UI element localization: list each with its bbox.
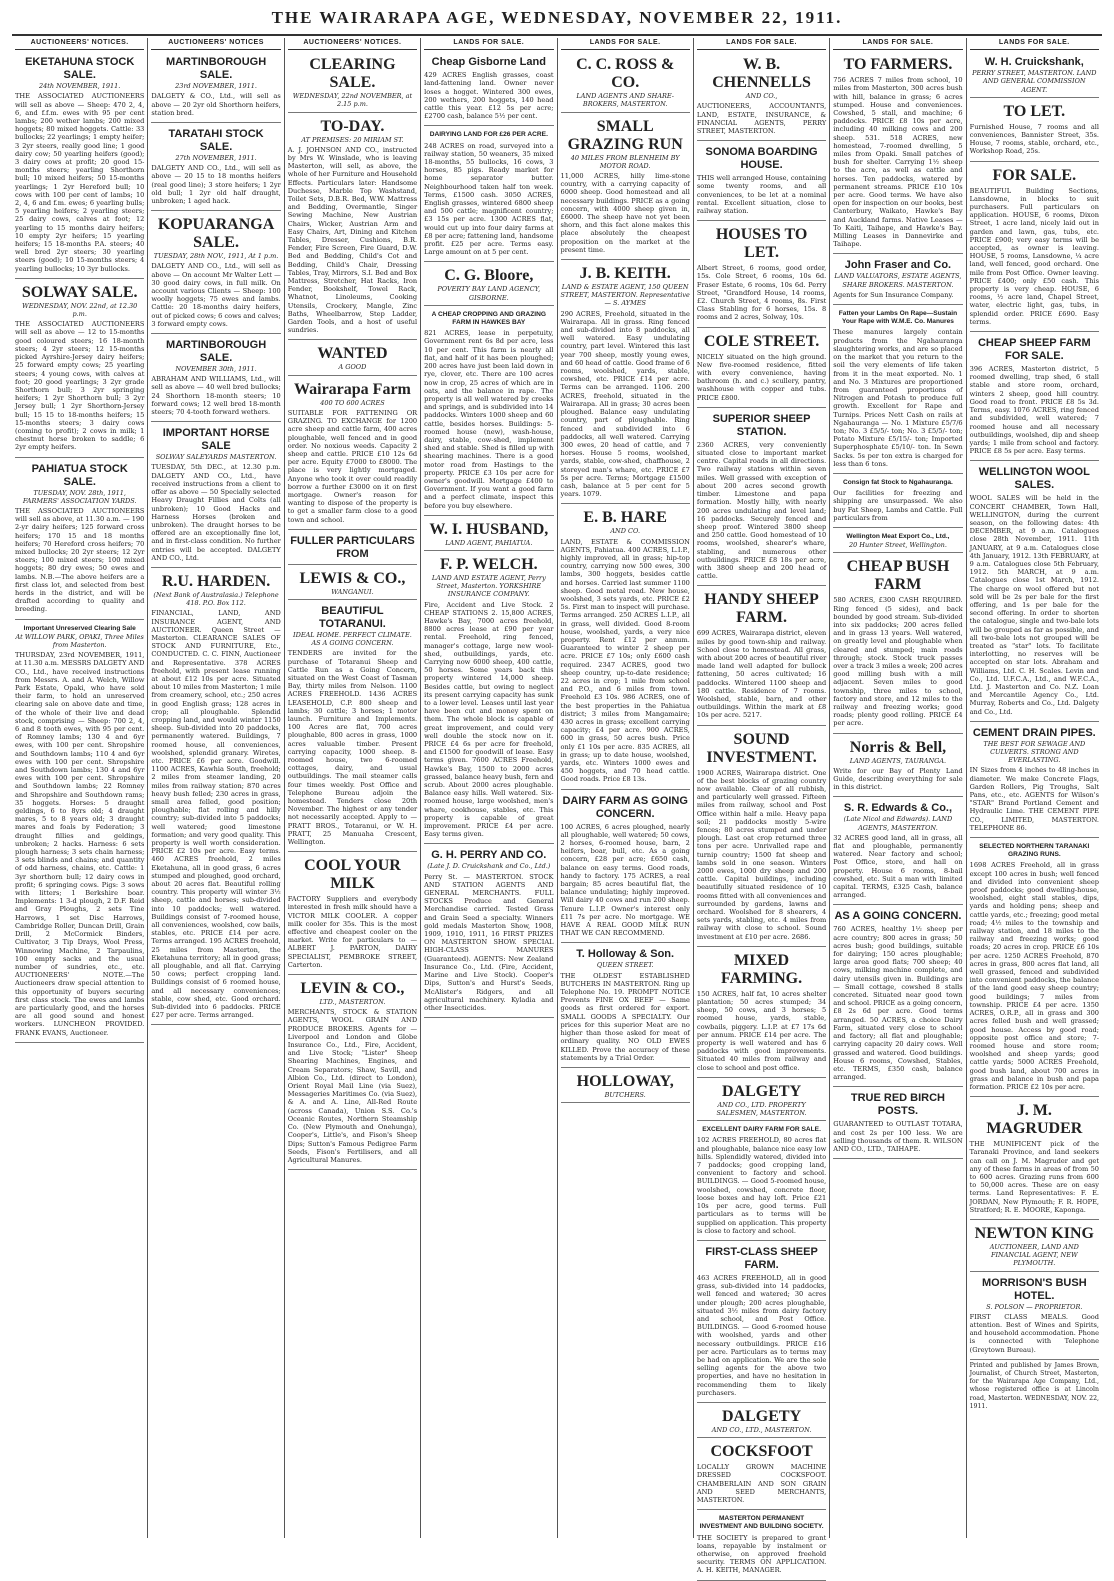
ad-headline: PAHIATUA STOCK SALE. <box>31 462 128 488</box>
advertisement <box>288 854 417 975</box>
ad-body: Our facilities for freezing and shipping are unsurpassed. We also buy Fat Sheep, Lambs and Cattle. Full particulars from <box>833 489 963 522</box>
advertisement <box>697 949 826 1078</box>
advertisement <box>697 223 826 327</box>
ad-headline: W. H. Cruickshank, <box>984 56 1084 69</box>
ad-subheading: WEDNESDAY, NOV. 22nd, at 12.30 p.m. <box>22 301 138 319</box>
ad-subheading: AND CO., LTD. PROPERTY SALESMEN, MASTERTON. <box>716 1100 807 1118</box>
advertisement <box>697 330 826 408</box>
ad-body: 756 ACRES 7 miles from school, 10 miles from Masterton, 300 acres bush with hill, balance in grass; 6 acres stumped. House and conveniences. Cowshed, 5 stall, and machine; 6 paddocks. PRICE £8 10s per acre, including 40 milking cows and 200 sheep. 531. 518 ACRES, new homestead, 7-roomed dwelling, 5 miles from Opaki. Small patches of bush for shelter. Carrying 1½ sheep to the acre, as well as cattle and horses. Ten paddocks, watered by permanent streams. PRICE £10 10s per acre. Good terms. We have also open for inspection on our books, best Canterbury, Waikato, Hawke's Bay and Auckland farms. Native Leases — To Kaiti, Taihape, and Hawke's Bay. Milling Leases in Dannevirke and Taihape. <box>833 76 963 249</box>
ad-headline: F. P. WELCH. <box>439 555 538 573</box>
ad-headline: FULLER PARTICULARS FROM <box>290 534 415 560</box>
ad-headline: Cheap Gisborne Land <box>431 56 546 69</box>
ad-headline: LEVIN & CO., <box>300 980 405 998</box>
ad-headline: MIXED FARMING. <box>721 951 803 987</box>
advertisement <box>561 1070 690 1103</box>
ad-headline: Norris & Bell, <box>849 738 947 756</box>
ad-headline: FOR SALE. <box>992 166 1077 184</box>
column-heading: LANDS FOR SALE. <box>697 38 826 50</box>
column-heading: LANDS FOR SALE. <box>833 38 962 50</box>
ad-body: THE OLDEST ESTABLISHED BUTCHERS IN MASTERTON. Ring up Telephone No. 19. PROMPT NOTICE Prevents FINE OX BEEF — Same goods as first ordered for export. SMALL GOODS A SPECIALTY. Our prices for this superior Meat are no higher than those asked for meat of ordinary quality. NO OLD EWES KILLED. Prove the accuracy of these statements by a Trial Order. <box>560 971 690 1062</box>
column-heading: LANDS FOR SALE. <box>970 38 1099 50</box>
advertisement <box>561 262 690 504</box>
ad-headline: COOL YOUR MILK <box>304 857 401 893</box>
ad-subheading: AND CO. <box>610 527 641 536</box>
advertisement <box>697 1512 826 1580</box>
advertisement <box>833 476 962 528</box>
ad-headline: John Fraser and Co. <box>844 259 952 272</box>
ad-body: FINANCIAL, LAND, AND INSURANCE AGENT, AND AUCTIONEER. Queen Street — Masterton. CLEARANCE SALES OF STOCK AND FURNITURE, Etc., CONDUCTED. C. C. FINN, Auctioneer and Representative. 378 ACRES freehold, with present lease running at about £12 10s per acre. Situated about 10 miles from Masterton; 1 mile from creamery, school, etc.; 250 acres in good English grass; 128 acres in crop; all ploughable. Splendid cropping land, and would winter 1150 sheep. Sub-divided into 20 paddocks, permanently watered. Buildings, 7 roomed house, all conveniences, woolshed, splendid granary. Wiretes, etc. PRICE £6 per acre. Goodwill. 1100 ACRES, Kawhia South, freehold; 2 miles from steamer landing, 20 miles from railway station; 870 acres heavy bush felled; 230 acres in grass, small area felled, good position; ploughable; flat rolling and hilly country; sub-divided into 5 paddocks; well watered; good limestone formation; and very good quality. This property is well worth consideration. PRICE £2 10s per acre. Easy terms. 460 ACRES freehold, 2 miles Eketahuna, all in good grass, 6 acres stumped and ploughed, good orchard, about 20 acres flat. Beautiful rolling country. This property will winter 3½ sheep, cattle and horses; sub-divided into 10 paddocks; well watered. Buildings consist of 7-roomed house, all conveniences, woolshed, cow bails, stables, etc. PRICE £14 per acre. Terms arranged. 195 ACRES freehold, 25 miles from Masterton, the Eketahuna territory; all in good grass; all ploughable, and all flat. Carrying 50 cows; perfect cropping land. Buildings consist of 6 roomed house, and all necessary conveniences; stable, cow shed, etc. Good orchard. Sub-divided into 6 paddocks. PRICE £27 per acre. Terms arranged. <box>151 609 281 1020</box>
advertisement <box>151 336 280 422</box>
advertisement <box>151 213 280 334</box>
advertisement <box>833 256 962 305</box>
advertisement <box>697 588 826 725</box>
ad-body: 1900 ACRES, Wairarapa district. One of the best blocks of grazing country now available. Clear of all rubbish, and particularly well grassed. Fifteen miles from railway, school and Post Office within half a mile. Heavy papa soil; 21 paddocks mostly 5-wire fences; 80 acres stumped and under plough. Last oat crop returned three tons per acre. Unrivalled rape and turnip country; 1500 fat sheep and lambs sold in one season. Winters 2000 ewes, 1000 dry sheep and 200 cattle. Capital buildings, including beautifully situated residence of 10 rooms fitted with all conveniences and surrounded by gardens, lawns and orchard. Woolshed for 8 shearers, 4 sets yards, stabling, etc. 4 miles from railway with close to school. Sound investment at £10 per acre. 2686. <box>696 768 827 941</box>
ad-subheading: WEDNESDAY, 22nd NOVEMBER, at 2.15 p.m. <box>292 92 413 109</box>
ad-body: These manures largely contain products from the Ngahauranga slaughtering works, and are so placed on the market that you return to the soil the very elements of life taken from it in the meat exported. No. 1 and No. 3 Mixtures are proportioned from guaranteed proportions of Nitrogen and Potash to produce full growth. Excellent for Rape and Turnips. Prices Nett Cash on rails at Ngahauranga — No. 1 Mixture £5/7/6 ton; No. 3 £5/5/- ton; No. 3 £5/5/- ton; Potato Mixture £5/15/- ton; Imported Superphosphate £5/10/- ton. In Sewn Sacks. 5s per ton extra is charged for less than 6 tons. <box>833 328 963 468</box>
ad-subheading: PERRY STREET, MASTERTON. LAND AND GENERAL COMMISSION AGENT. <box>972 69 1097 94</box>
ad-subheading: LAND AGENT, PAHIATUA. <box>445 538 533 547</box>
ad-headline: WELLINGTON WOOL SALES. <box>978 466 1090 492</box>
ad-subheading: TUESDAY, 28th NOV., 1911, At 1 p.m. <box>153 252 279 261</box>
advertisement <box>15 281 144 458</box>
ad-subheading: BUTCHERS. <box>604 1090 646 1099</box>
advertisement <box>151 53 280 123</box>
ad-headline: COLE STREET. <box>703 332 820 350</box>
column-4 <box>420 38 556 1538</box>
advertisement <box>697 1405 826 1438</box>
advertisement <box>288 378 417 530</box>
ad-headline: HOLLOWAY, <box>576 1072 674 1090</box>
ad-headline: A CHEAP CROPPING AND GRAZING FARM IN HAWKES BAY <box>431 310 547 327</box>
ad-headline: MORRISON'S BUSH HOTEL. <box>981 1276 1087 1302</box>
ad-body: SUITABLE FOR FATTENING OR GRAZING. TO EXCHANGE for 1200 acre sheep and cattle farm, 400 acres ploughable, well fenced and in good order. No noxious weeds. Capacity 2 sheep and cattle. PRICE £10 12s 6d per acre. Equity £7000 to £8000. The place is very lightly mortgaged. Anyone who took it over could readily borrow a further £3000 on it on first mortgage. Owner's reason for wanting to dispose of the property is to get a smaller farm close to a good town and school. <box>287 408 418 524</box>
printer-imprint: Printed and published by James Brown, Journalist, of Church Street, Masterton, for the Wairarapa Age Company, Ltd., whose registered office is at Lincoln road, Masterton. WEDNESDAY, NOV. 22, 1911. <box>969 1361 1099 1410</box>
advertisement <box>970 463 1099 721</box>
masthead-title: THE WAIRARAPA AGE, WEDNESDAY, NOVEMBER 22, 1911. <box>271 8 843 27</box>
ad-body: FIRST CLASS MEALS. Good attention. Best of Wines and Spirits, and household accommodation. Phone is connected with Telephone (Greytown Bureau). <box>969 1312 1099 1354</box>
ad-subheading: AUCTIONEER, LAND AND FINANCIAL AGENT, NEW PLYMOUTH. <box>989 1242 1079 1268</box>
ad-subheading: 400 TO 600 ACRES <box>320 398 385 407</box>
advertisement <box>833 307 962 474</box>
ad-subheading: POVERTY BAY LAND AGENCY, GISBORNE. <box>437 285 541 302</box>
ad-subheading: THE BEST FOR SEWAGE AND CULVERTS. STRONG AND EVERLASTING. <box>983 739 1086 765</box>
advertisement <box>424 128 553 262</box>
ad-body: WOOL SALES will be held in the CONCERT CHAMBER, Town Hall, WELLINGTON, during the current season, on the following dates: 4th DECEMBER, at 9 a.m. Catalogues close 28th November, 1911. 11th JANUARY, at 9 a.m. Catalogues close 4th January, 1912. 13th FEBRUARY, at 9 a.m. Catalogues close 5th February, 1912. 5th MARCH, at 9 a.m. Catalogues close 1st March, 1912. The charge on wool offered but not sold will be 2s per bale for the first offering, and 1s per bale for the second offering. In order to shorten the catalogue, single and two-bale lots will be grouped as far as possible, and all two-bale lots not grouped will be treated as "star" lots. To facilitate interlotting, no reserves will be accepted on star lots. Abraham and Williams, Ltd. C. H. Scales. Levin and Co., Ltd. U.F.C.A., Ltd., and W.F.C.A., Ltd. J. Masterton and Co. N.Z. Loan and Mercantile Agency Co., Ltd. Murray, Roberts and Co., Ltd. Dalgety and Co., Ltd. <box>969 494 1099 716</box>
ad-headline: SELECTED NORTHERN TARANAKI GRAZING RUNS. <box>979 843 1090 859</box>
advertisement <box>561 792 690 944</box>
advertisement <box>15 53 144 279</box>
advertisement <box>151 125 280 211</box>
advertisement <box>288 532 417 565</box>
advertisement <box>697 1243 826 1403</box>
ad-headline: DAIRYING LAND FOR £26 PER ACRE. <box>429 131 548 139</box>
ad-headline: S. R. Edwards & Co., <box>843 802 953 815</box>
ad-subheading: 40 MILES FROM BLENHEIM BY MOTOR ROAD. <box>570 153 680 170</box>
ad-headline: W. B. CHENNELLS <box>712 56 811 92</box>
ad-body: 2360 ACRES, very conveniently situated close to important market centre. Capital roads in all directions. Two railway stations within seven miles. Well grassed with exception of about 200 acres second growth timber. Limestone and papa formation. Mostly hilly, with nearly 200 acres undulating and level land; 16 paddocks. Securely fenced and sheep proof. Wintered 3800 sheep and 250 cattle. Good homestead of 10 rooms, woolshed, shearer's whare, stabling, and numerous other outbuildings. PRICE £8 18s per acre, with 3800 sheep and 200 head of cattle. <box>696 440 827 581</box>
ad-subheading: A GOOD <box>338 363 367 372</box>
ad-headline: CEMENT DRAIN PIPES. <box>972 726 1096 739</box>
ad-body: TENDERS are invited for the purchase of Totaranui Sheep and Cattle Run as a Going Concern, situated on the West Coast of Tasman Bay, thirty miles from Nelson. 1100 ACRES FREEHOLD. 1436 ACRES LEASEHOLD, C.P. 800 sheep and lambs; 30 cattle; 3 horses; 1 motor launch. Furniture and Implements. 100 Acres are flat, 700 acres ploughable, 800 acres in grass, 1000 acres valuable timber. Present carrying capacity, 1000 sheep. 8-roomed house, two 6-roomed cottages, dairy, and usual outbuildings. The mail steamer calls four times weekly. Post Office and Telephone Bureau adjoin the homestead. Tenders close 20th November. The highest or any tender not necessarily accepted. Apply to — PRATT BROS., Totaranui, or W. H. PRATT, 25 Manuaha Crescent, Wellington. <box>287 649 418 847</box>
ad-headline: Fatten your Lambs On Rape—Sustain Your Rape with W.M.E. Co. Manures <box>838 310 958 326</box>
advertisement <box>833 1089 962 1159</box>
ad-headline: Wellington Meat Export Co., Ltd., <box>846 532 950 540</box>
advertisement <box>833 907 962 1087</box>
column-7 <box>829 38 965 1538</box>
ad-body: FACTORY Suppliers and everybody interested in fresh milk should have a VICTOR MILK COOLER. A copper milk cooler for 35s. This is the most effective and cheapest cooler on the market. Write for particulars to — ALBERT J. PARTON, DAIRY SPECIALIST, PEMBROKE STREET, Carterton. <box>287 895 418 969</box>
ad-subheading: NOVEMBER 30th, 1911. <box>175 365 257 374</box>
ad-subheading: SOLWAY SALEYARDS MASTERTON. <box>155 453 277 462</box>
ad-body: 100 ACRES, 6 acres ploughed, nearly all ploughable, well watered; 50 cows, 2 horses, 6-roomed house, barn, 2 heifers, boar, bull, etc. As a going concern, £28 per acre; £650 cash, balance on easy terms. Good roads, handy to factory. 175 ACRES, a real bargain; 85 acres beautiful flat, the balance undulating; highly improved. Will dairy 40 cows and run 200 sheep. Tenure L.I.P. Owner's interest only £11 7s per acre. No mortgage. WE HAVE A REAL GOOD MILK RUN THAT WE CAN RECOMMEND. <box>560 822 690 938</box>
ad-body: THE ASSOCIATED AUCTIONEERS will sell as above — 12 to 15-months good coloured steers; 16 18-month steers; 4 2yr steers; 12 15-months picked Ayrshire-Jersey dairy heifers; 25 forward empty cows; 25 yearling steers; 4 young cows, with calves at foot; 20 good yearlings; 3 2yr grade Shorthorn bull; 3 2yr springing heifers; 1 2yr Shorthorn bull; 3 2yr Jersey bull; 1 2yr Shorthorn-Jersey bull; 15 15 to 18-months heifers; 15 15-months steers; 3 dairy cows (coming to profit); 2 cows in milk; 1 chestnut horse broken to saddle; 6 2yr empty heifers. <box>15 320 145 452</box>
ad-headline: Important Unreserved Clearing Sale <box>23 624 136 632</box>
advertisement <box>970 1274 1099 1360</box>
ad-body: 396 ACRES, Masterton district, 5 roomed dwelling, trap shed, 6 stall stable and store room, orchard, winters 2 sheep, good hill country. Good road to front. PRICE £8 5s 3d. Terms, easy. 1076 ACRES, ring fenced and subdivided, well watered; 7 roomed house and all necessary outbuildings, woolshed, dip and sheep yards; 1 mile from school and factory. PRICE £8 5s per acre. Easy terms. <box>969 365 1099 456</box>
ad-body: THE MUNIFICENT pick of the Taranaki Province, and land seekers can call on J. M. Magruder and get any of these farms in areas of from 50 to 600 acres. Grazing runs from 600 to 50,000 acres. These are on easy terms. Land Representatives: F. E. JORDAN, New Plymouth; F. R. HOPE, Stratford; R. E. MOORE, Kaponga. <box>969 1140 1099 1214</box>
column-5 <box>557 38 693 1538</box>
ad-body: Write for our Bay of Plenty Land Guide, describing everything for sale in this district. <box>833 766 963 792</box>
ad-headline: BEAUTIFUL TOTARANUI. <box>319 604 386 630</box>
ad-body: Fire, Accident and Live Stock. 2 CHEAP STATIONS 2. 15,800 ACRES, Hawke's Bay, 7000 acres freehold, 8800 acres lease at £90 per year rental. Freehold, ring fenced, manager's cottage, large new wool-shed, outbuildings, yards, etc. Carrying now 6000 sheep, 400 cattle, 50 horses. Some years back this property wintered 14,000 sheep. Besides cattle, but owing to neglect its present carrying capacity has sunk to a lower level. Leases until last year have been cut and money spent on them. The whole block is capable of great improvement, and could very well double the stock now on it. PRICE £4 6s per acre for freehold, and £1500 for goodwill of lease. Easy terms given. 7600 ACRES Freehold, Hawke's Bay, 1500 to 2000 acres grassed, balance heavy bush, fern and scrub. About 2000 acres ploughable. Balance easy hills. Well watered. Six-roomed house, large woolshed, men's whare, cookhouse, stables, etc. This property is capable of great improvement. PRICE £4 per acre. Easy terms given. <box>424 600 554 839</box>
column-1 <box>12 38 147 1538</box>
ad-headline: EKETAHUNA STOCK SALE. <box>25 56 135 82</box>
ad-headline: KOPUARANGA SALE. <box>157 216 275 252</box>
advertisement <box>288 977 417 1170</box>
ad-headline: C. C. ROSS & CO. <box>576 56 675 92</box>
advertisement <box>151 424 280 568</box>
ad-body: Perry St. — MASTERTON. STOCK AND STATION AGENTS AND GENERAL MERCHANTS. FULL STOCKS Produce and General Merchandise carried. Tested Grass and Grain Seed a specialty. Winners gold medals Masterton Show, 1908, 1909, 1910, 1911, 16 FIRST PRIZES ON MASTERTON SHOW. SPECIAL HIGH-CLASS MANURES (Guaranteed). AGENTS: New Zealand Insurance Co., Ltd. (Fire, Accident, Marine and Live Stock). Cooper's Dips, Sutton's and Hurst's Seeds, McAlister's Ridgers, and all agricultural machinery. Kyladia and other Insecticides. <box>424 872 554 1012</box>
ad-headline: COCKSFOOT <box>710 1443 813 1461</box>
ad-headline: MARTINBOROUGH SALE. <box>165 339 267 365</box>
ad-headline: IMPORTANT HORSE SALE <box>162 427 270 453</box>
ad-headline: G. H. PERRY AND CO. <box>431 849 547 862</box>
ad-subheading: LAND VALUATORS, ESTATE AGENTS, SHARE BROKERS. MASTERTON. <box>834 272 962 289</box>
advertisement <box>561 115 690 260</box>
advertisement <box>561 506 690 789</box>
ad-headline: AS A GOING CONCERN. <box>834 910 962 923</box>
advertisement <box>833 799 962 905</box>
ad-headline: J. M. MAGRUDER <box>986 1102 1083 1138</box>
ad-body: GUARANTEED to OUTLAST TOTARA, and cost 2s per 100 less. We are selling thousands of them. R. WILSON AND CO., LTD., TAIHAPE. <box>833 1120 963 1153</box>
ad-subheading: LTD., MASTERTON. <box>319 998 386 1007</box>
ad-headline: E. B. HARE <box>583 509 667 527</box>
ad-body: THURSDAY, 23rd NOVEMBER, 1911, at 11.30 a.m. MESSRS DALGETY AND CO., Ltd., have received instructions from Messrs. A. and A. Welch, Willow Park Estate, Opaki, who have sold their farm, to hold an unreserved clearing sale on above date and time, of the whole of their live and dead stock, comprising — Sheep: 700 2, 4, 6 and 8 tooth ewes, with 95 per cent. of Romney lambs; 130 4 and 6yr ewes, with 100 per cent. Shropshire and Southdown lambs; 110 4 and 6yr ewes with 100 per cent. Shropshire and Southdown lambs; 130 4 and 6yr ewes with 100 per cent. Shropshire and Southdown lambs; 22 Romney and Shropshire and Southdown rams; 35 hoggets. Horses: 5 draught geldings, 6 to 8yrs old; 4 draught mares, 5 to 8 years old; 3 draught mares and foals by Federation; 3 draught fillies and geldings, unbroken; 2 hacks. Harness: 6 sets plough harness; 3 sets chain harness; 3 sets blinds and chains; and quantity of odd harness, chains, etc. Cattle: 1 3yr shorthorn bull; 12 dairy cows in profit; 6 springing cows. Pigs: 3 sows with litters; 1 Berkshire boar. Implements: 1 3-d plough, 2 D.F. Reid and Gray Ploughs, 2 sets Tine Harrows, 1 set Disc Harrows, Cambridge Roller, Duncan Drill, Grain Drill, 2 McCormick Binders, Cultivator, 3 Tip Drays, Wool Press, Winnowing Machine, 2 Tarpaulins, 100 empty sacks and the usual number of sundries, etc., etc. AUCTIONEERS' NOTE.—The Auctioneers draw special attention to this opportunity of buyers securing first class stock. The ewes and lambs are particularly good, and the horses are all good sound and honest workers. LUNCHEON PROVIDED. FRANK EVANS, Auctioneer. <box>15 651 145 1037</box>
ad-subheading: LAND AGENTS AND SHARE-BROKERS, MASTERTON. <box>576 92 674 109</box>
ad-subheading: S. POLSON — PROPRIETOR. <box>986 1302 1083 1311</box>
ad-subheading: LAND & ESTATE AGENT, 150 QUEEN STREET, MASTERTON. Representative — S. AYMES <box>560 283 690 308</box>
ad-body: 821 ACRES, lease in perpetuity, Government rent 6s 8d per acre, less 10 per cent. This farm is nearly all flat, and half of it has been ploughed; 200 acres have just been laid down in rye, clover, etc. There are 100 acres now in crop, 25 acres of which are in oats, and the balance in rape. The property is all well watered by creeks and springs, and is subdivided into 14 paddocks. Winters 1000 sheep and 60 cattle, besides horses. Buildings: 5-roomed house (new), wash-house, dairy, stable, cow-shed, implement shed and stable. Shed is filled up with shearing machines. There is a good motor road from Hastings to the property. PRICE £3 10s per acre for owner's goodwill. Mortgage £400 to Government. If you want a good farm and a perfect climate, inspect this before you buy elsewhere. <box>424 329 554 510</box>
advertisement <box>288 115 417 341</box>
ad-headline: WANTED <box>317 345 388 363</box>
advertisement <box>288 53 417 112</box>
ad-subheading: 20 Hunter Street, Wellington. <box>848 541 947 550</box>
ad-subheading: AND CO., <box>745 92 778 101</box>
ad-body: TUESDAY, 5th DEC., at 12.30 p.m. DALGETY AND CO., Ltd., have received instructions from a client to offer as above — 50 Specially selected Heavy Draught Fillies and Colts (all unbroken); 10 Good Hacks and Harness Horses (broken and unbroken). The draught horses to be offered are an exceptionally fine lot, and in first-class condition. No further entries will be accepted. DALGETY AND CO., Ltd. <box>151 463 281 562</box>
advertisement <box>424 53 553 126</box>
column-2 <box>147 38 283 1538</box>
ad-headline: DALGETY <box>722 1407 802 1425</box>
ad-headline: FIRST-CLASS SHEEP FARM. <box>705 1245 818 1271</box>
ad-headline: HANDY SHEEP FARM. <box>704 591 819 627</box>
column-3 <box>284 38 420 1538</box>
advertisement <box>970 1222 1099 1272</box>
ad-body: AUCTIONEERS, ACCOUNTANTS, LAND, ESTATE, INSURANCE, & FINANCIAL AGENTS, PERRY STREET, MASTERTON. <box>696 102 827 136</box>
ad-headline: MARTINBOROUGH SALE. <box>165 56 267 82</box>
ad-headline: SUPERIOR SHEEP STATION. <box>712 412 811 438</box>
ad-body: THE ASSOCIATED AUCTIONEERS will sell as above, at 11.30 a.m. — 190 2-yr dairy heifers; 125 forward cross heifers; 170 15 and 18 months heifers; 70 Hereford cross heifers; 70 mixed bullocks; 20 2yr steers; 12 2yr steers; 100 mixed steers; 100 mixed hoggets; 80 dry ewes; 50 ewes and lambs. N.B.—The above heifers are a first class lot, and selected from best herds in the district, and will be drafted according to quality and breeding. <box>15 506 145 614</box>
advertisement <box>424 308 553 516</box>
ad-body: LOCALLY GROWN MACHINE DRESSED COCKSFOOT. CHAMBERLAIN AND SON GRAIN AND SEED MERCHANTS, MASTERTON. <box>696 1463 827 1504</box>
ad-body: Agents for Sun Insurance Company. <box>833 290 954 299</box>
ad-subheading: AND CO., LTD., MASTERTON. <box>711 1425 812 1434</box>
ad-headline: SONOMA BOARDING HOUSE. <box>705 146 818 172</box>
advertisement <box>288 567 417 600</box>
ad-headline: Consign fat Stock to Ngahauranga. <box>842 478 953 486</box>
ad-body: MERCHANTS, STOCK & STATION AGENTS, WOOL GRAIN AND PRODUCE BROKERS. Agents for — Liverpool and London and Globe Insurance Co., Ltd., Fire, Accident, and Live Stock; "Lister" Sheep Shearing Machines, Engines, and Cream Separators; Shaw, Savill, and Albion Co., Ltd. (direct to London), Orient Royal Mail Line (via Suez), Messageries Maritimes Co. (via Suez), & A. and A. Line, All-Red Route (across Canada), Union S.S. Co.'s Oceanic Routes, Northern Steamship Co. (New Plymouth and Onehunga), Cooper's, Little's, and Fison's Sheep Dips; Sutton's Famous Pedigree Farm Seeds, Fison's Fertilisers, and all Agricultural Manures. <box>287 1008 418 1164</box>
advertisement <box>15 622 144 1043</box>
ad-body: DALGETY & CO., Ltd., will sell as above — 20 2yr old Shorthorn heifers, station bred. <box>151 92 281 117</box>
advertisement <box>561 53 690 112</box>
ad-headline: C. G. Bloore, <box>444 267 534 285</box>
ad-body: 150 ACRES, half fat, 10 acres shelter plantation; 50 acres stumped; 34 sheep, 50 cows, and 3 horses; 5 roomed house, yards, stable, cowbails, piggery. L.I.P. at £7 17s 6d per annum. PRICE £14 per acre. The property is well watered and has 6 paddocks with good improvements. Situated 40 miles from railway and close to school and post office. <box>696 989 827 1072</box>
advertisement <box>970 1099 1099 1220</box>
ad-subheading: (Next Bank of Australasia.) Telephone 418. P.O. Box 112. <box>153 590 279 608</box>
advertisement <box>697 1080 826 1121</box>
advertisement <box>288 342 417 375</box>
ad-body: ABRAHAM AND WILLIAMS, Ltd., will sell as above — 40 well bred bullocks; 24 Shorthorn 18-month steers; 10 forward cows; 12 well bred 18-month steers; 70 4-tooth forward wethers. <box>151 375 281 417</box>
newspaper-page <box>12 38 1102 1575</box>
ad-headline: SMALL GRAZING RUN <box>567 117 683 153</box>
ad-headline: J. B. KEITH. <box>579 265 671 283</box>
advertisement <box>833 736 962 798</box>
column-heading: AUCTIONEERS' NOTICES <box>151 38 280 50</box>
ad-body: 1698 ACRES Freehold, all in grass except 100 acres in bush; well fenced and divided into convenient sheep proof paddocks; good dwelling-house, woolshed, eight stall stables, dips, yards and holding pens; sheep and cattle yards, etc.; freezing; good metal road; 4½ miles to the township and railway station, and 18 miles to the railway and freezing works; good roads; 20 acres in crop. PRICE £6 10s per acre. 1250 ACRES Freehold, 870 acres in grass, 800 acres flat land, all well grassed, fenced and subdivided into convenient paddocks, the balance of the land good easy sheep country; good buildings; 7 miles from township. PRICE £4 per acre. 1350 ACRES, O.R.P., all in grass and 300 acres felled bush and well grassed; good house. Access by good road; opposite post office and store; 7-roomed house and store room; woolshed and sheep yards; good cattle yards; 5000 ACRES Freehold, good bush land, about 700 acres in grass and balance in bush and papa formation. PRICE £2 10s per acre. <box>969 861 1100 1091</box>
advertisement <box>970 53 1099 98</box>
advertisement <box>151 570 280 1026</box>
ad-body: 11,000 ACRES, hilly lime-stone country, with a carrying capacity of 6000 sheep. Good homestead and all necessary buildings. PRICE as a going concern, with 4000 sheep given in, £6000. The sheep have not yet been shorn, and this fact alone makes this place absolutely the cheapest proposition on the market at the present time. <box>560 172 690 254</box>
ad-subheading: QUEEN STREET. <box>596 961 654 970</box>
ad-headline: NEWTON KING <box>974 1224 1094 1242</box>
advertisement <box>424 518 553 551</box>
ad-headline: TO-DAY. <box>320 117 385 135</box>
ad-subheading: WANGANUI. <box>331 587 374 596</box>
ad-headline: Wairarapa Farm <box>294 380 411 398</box>
ad-body: 580 ACRES, £300 CASH REQUIRED. Ring fenced (5 sides), and back bounded by good stream. Sub-divided into six paddocks; 200 acres felled and in grass 13 years. Well watered, on greatly level and ploughable when cleared and stumped; main roads through; stock. Stock truck passes over a track 3 miles a week; 200 acres good milling bush with a mill adjacent. Seven miles to good township, three miles to school, factory and store, and 12 miles to the railway and freezing works; good roads; plenty good rolling. PRICE £4 per acre. <box>833 596 963 728</box>
masthead <box>12 8 1102 36</box>
ad-headline: SOLWAY SALE. <box>21 283 138 301</box>
ad-subheading: LAND AGENTS, TAURANGA. <box>849 756 947 765</box>
ad-body: 699 ACRES, Wairarapa district, eleven miles by good town-ship and railway. School close to homestead. All grass, with about 200 acres of beautiful river made land well adapted for bullock fattening, 50 acres cultivated; 16 paddocks. Wintered 1100 sheep and 180 cattle. Residence of 7 rooms. Woolshed, stable, barn, and other outbuildings. Within the mark at £8 10s per acre. 5217. <box>696 629 827 720</box>
ad-body: BEAUTIFUL Building Sections, Lansdowne, in blocks to suit purchasers. Full particulars on application. HOUSE, 6 rooms, Dixon Street, 1 acre land, nicely laid out in garden and lawn, gas, tubs, etc. PRICE £900; very easy terms will be accepted, as owner is leaving. HOUSE, 5 rooms, Lansdowne, ¼ acre land, well fenced, good orchard. One mile from Post Office. Owner leaving. PRICE £400; only £50 cash. This property is very cheap. HOUSE, 6 rooms, ½ acre land, Chapel Street, water, electric light, gas, tubs, in splendid order. PRICE £690. Easy terms. <box>969 186 1099 326</box>
ad-headline: CLEARING SALE. <box>309 56 396 92</box>
ad-headline: EXCELLENT DAIRY FARM FOR SALE. <box>702 1126 821 1134</box>
ad-body: DALGETY AND CO., Ltd., will sell as above — 20 15 to 18 months heifers (real good line); 3 store heifers; 1 2yr old bull; 1 2yr old half draught, unbroken; 1 aged hack. <box>151 164 281 206</box>
ad-body: A. J. JOHNSON AND CO., instructed by Mrs W. Winslade, who is leaving Masterton, will sell, as above, the whole of her Furniture and Household Effects. Particulars later: Handsome Duchesse, Marble Top Washstand, Toilet Sets, D.B.R. Bed, W.W. Mattress and Bedding, Overmantle, Singer Sewing Machine, New Austrian Chairs, Wicker, Austrian Arm and Easy Chairs, Art, Dining and Kitchen Tables, Dresser, Cushions, B.R. Fender, Fire Screen, Fire Guard, D.W. Bed and Bedding, Child's Cot and Bedding, Child's Chair, Dressing Tables, Tray, Mirrors, S.I. Bed and Box Mattress, Stretcher, Hat Racks, Iron Fender, Bookshelf, Towel Rack, Whatnot, Linoleums, Cooking Utensils, Crockery, Mangle, Zinc Baths, Wheelbarrow, Step Ladder, Garden Tools, and a host of useful sundries. <box>287 145 418 335</box>
ad-headline: MASTERTON PERMANENT INVESTMENT AND BUILDING SOCIETY. <box>699 1515 824 1531</box>
advertisement <box>697 410 826 586</box>
advertisement <box>697 728 826 947</box>
ad-body: 290 ACRES, Freehold, situated in the Wairarapa. All in grass. Ring fenced and sub-divided into 8 paddocks, all well watered. Easy undulating country, part level. Wintered this last year 700 sheep, mostly young ewes, and 60 head of cattle. Good frame of 6 rooms, woolshed, yards, stable, cowshed, etc. PRICE £14 per acre. Terms can be arranged. 1106. 200 ACRES, freehold, situated in the Wairarapa. All in grass; 30 acres been ploughed. Balance easy undulating country, part of ploughable. Ring fenced and subdivided into 6 paddocks, all well watered. Carrying 300 ewes, 20 head of cattle, and 7 horses. House 5 rooms, woolshed, yards, stable, cow-shed, chaffhouse, 2 storeyed man's whare, etc. PRICE £7 5s per acre. Terms; Mortgage £1500 cash, balance at 5 per cent for 5 years. 1079. <box>560 309 690 499</box>
ad-headline: R.U. HARDEN. <box>161 572 271 590</box>
ad-body: THE ASSOCIATED AUCTIONEERS will sell as above — Sheep: 470 2, 4, 6, and f.f.m. ewes with 95 per cent lambs; 200 wether lambs; 200 mixed hoggets; 80 mixed hoggets. Cattle: 33 bullocks; 22 yearlings; 1 empty heifer; 3 2yr steers, really good line; 1 good dairy cow; 50 yearling heifers (good); 3 dairy cows at profit; 20 good 15-months steers; yearling Shorthorn bull; 10 mixed heifers; 50 15-months yearlings; 1 2yr Hereford bull; 10 cows with 100 per cent of lambs; 10 2, 4, 6 and f.m. ewes; 6 yearling bulls; 5 yearling heifers; 2 yearling steers; 25 dairy cows, calves at foot; 12 yearling to 15 months dairy heifers; 10 empty 2yr heifers; 15 yearling heifers; 15 18-months P.A. steers; 40 well bred 2yr steers; 30 yearling steers (good); 10 15-months steers; 4 yearling bullocks; 10 3yr bullocks. <box>15 92 145 273</box>
advertisement <box>970 334 1099 461</box>
ad-subheading: 23rd NOVEMBER, 1911. <box>175 82 257 91</box>
ad-headline: SOUND INVESTMENT. <box>706 730 817 766</box>
ad-headline: CHEAP BUSH FARM <box>846 558 950 594</box>
ad-subheading: LAND AND ESTATE AGENT, Perry Street, Masterton. YORKSHIRE INSURANCE COMPANY. <box>431 573 546 599</box>
ad-headline: TRUE RED BIRCH POSTS. <box>850 1092 945 1118</box>
advertisement <box>15 460 144 620</box>
ad-body: 32 ACRES good land, all in grass, all flat and ploughable, permanently watered. Near factory and school; Post Office, store, and hall on property. House 6 rooms, 8-bail cowshed, etc. Suit a man with limited capital. TERMS, £325 Cash, balance arranged. <box>833 833 963 900</box>
ad-body: IN Sizes from 4 inches to 48 inches in diameter. We make Concrete Flags, Garden Rollers, Pig Troughs, Salt Pans, etc., etc. AGENTS for Wilson's "STAR" Brand Portland Cement and Hydraulic Lime. THE CEMENT PIPE CO., LIMITED, MASTERTON. TELEPHONE 86. <box>969 766 1099 832</box>
advertisement <box>970 100 1099 162</box>
ad-subheading: (Late Nicol and Edwards). LAND AGENTS, MASTERTON. <box>843 815 953 832</box>
ad-body: NICELY situated on the high ground. New five-roomed residence, fitted with every convenience, having bathroom (h. and c.) scullery, pantry, washhouse with copper and tubs. PRICE £800. <box>696 352 827 402</box>
advertisement <box>561 945 690 1067</box>
advertisement <box>424 553 553 845</box>
ad-body: 248 ACRES on road, surveyed into a railway station, 50 weaners, 35 mixed 18-months, 55 bullocks, 16 cows, 3 horses, 85 pigs. Ready market for home separator butter. Neighbourhood taken half ton week. Terms, £1500 cash. 3050 ACRES, English grasses, wintered 6800 sheep and 500 cattle; magnificent country; £3 15s per acre. 1300 ACRES flat, would cut up into four dairy farms at £8 per acre; fattening land, handsome profit. £25 per acre. Terms easy. Large amount on at 5 per cent. <box>424 141 554 257</box>
column-heading: LANDS FOR SALE. <box>561 38 690 50</box>
ad-subheading: IDEAL HOME. PERFECT CLIMATE. AS A GOING CONCERN. <box>293 630 412 648</box>
advertisement <box>697 53 826 141</box>
ad-subheading: 27th NOVEMBER, 1911. <box>175 154 257 163</box>
ad-headline: W. I. HUSBAND, <box>429 520 549 538</box>
ad-body: 760 ACRES, healthy 1½ sheep per acre country; 800 acres in grass; 50 acres bush; good buildings, suitable for dairying; 150 acres ploughable; large area good flats; 700 sheep; 40 cows, milking machine complete, and dairy utensils given in. Buildings are — Small cottage, cowshed 8 stalls concreted. Situated near good town and school. PRICE as a going concern, £8 2s 6d per acre. Good terms arranged. 50 ACRES, a choice Dairy Farm, situated very close to school and factory; all flat and ploughable; carrying capacity 20 dairy cows. Well grassed and watered. Good buildings. House 6 rooms, Cowshed, Stables, etc. TERMS, £350 cash, balance arranged. <box>833 925 963 1082</box>
ad-body: Albert Street, 6 rooms, good order, 15s. Cole Street, 6 rooms, 10s 6d. Fraser Estate, 6 rooms, 10s 6d. Perry Street, "Grandford House, 14 rooms, £2. Church Street, 4 rooms, 8s. First Class Stabling for 6 horses, 15s. 8 rooms and 2 acres, Solway, 10s. <box>696 264 827 322</box>
ad-headline: CHEAP SHEEP FARM FOR SALE. <box>977 337 1091 363</box>
ad-subheading: At WILLOW PARK, OPAKI, Three Miles from Masterton. <box>15 632 144 649</box>
advertisement <box>288 602 417 852</box>
advertisement <box>424 846 553 1018</box>
column-8 <box>966 38 1102 1538</box>
advertisement <box>697 143 826 221</box>
column-heading: AUCTIONEERS' NOTICES. <box>288 38 417 50</box>
advertisement <box>970 164 1099 332</box>
advertisement <box>697 1123 826 1241</box>
ad-headline: T. Holloway & Son. <box>576 948 675 961</box>
advertisement <box>833 555 962 733</box>
ad-headline: TO FARMERS. <box>843 56 953 74</box>
advertisement <box>970 840 1099 1097</box>
ad-subheading: AT PREMISES: 20 MIRIAM ST. <box>301 135 404 144</box>
ad-body: DALGETY AND CO., Ltd., will sell as above — On account Mr Walter Lett — 30 good dairy cows, in full milk. On account various Clients — Sheep: 100 woolly hoggets; 75 ewes and lambs. Cattle: 20 18-months dairy heifers, out of picked cows; 6 cows and calves; 3 forward empty cows. <box>151 262 281 328</box>
advertisement <box>424 264 553 305</box>
ad-body: 429 ACRES English grasses, coast land-fattening land. Owner never loses a hogget. Wintered 300 ewes, 200 wethers, 200 hoggets, 140 head cattle this year. £12 5s per acre; £2700 cash, balance 5½ per cent. <box>424 71 554 121</box>
advertisement <box>833 53 962 254</box>
ad-body: THE SOCIETY is prepared to grant loans, repayable by instalment or otherwise, on approved freehold security. TERMS ON APPLICATION. A. H. KEITH, MANAGER. <box>696 1533 827 1575</box>
ad-subheading: TUESDAY, NOV. 28th, 1911, FARMERS' ASSOCIATION YARDS. <box>22 488 137 505</box>
advertisement <box>697 1440 826 1510</box>
ad-headline: TO LET. <box>1003 102 1066 120</box>
advertisement <box>970 724 1099 838</box>
ad-body: THIS well arranged House, containing some twenty rooms, and all conveniences, to be let at a nominal rental. Excellent situation, close to railway station. <box>696 174 827 216</box>
column-6 <box>693 38 829 1575</box>
ad-headline: TARATAHI STOCK SALE. <box>168 128 264 154</box>
ad-subheading: (Late J. D. Cruickshank and Co., Ltd.) <box>427 862 551 871</box>
ad-body: Furnished House, 7 rooms and all conveniences, Bannister Street, 35s. House, 7 rooms, stable, orchard, etc., Workshop Road, 25s. <box>969 122 1099 156</box>
ad-body: 463 ACRES FREEHOLD, all in good grass, sub-divided into 14 paddocks, well fenced and watered; 30 acres under plough; 200 acres ploughable, situated 3½ miles from dairy factory and school, and Post Office. BUILDINGS. — Good 6-roomed house with woolshed, yards and other necessary outbuildings. PRICE £16 per acre. Particulars as to terms may be had on application. We are the sole selling agents for the above two properties, and have no hesitation in recommending them to likely purchasers. <box>696 1273 827 1397</box>
ad-headline: DALGETY <box>722 1082 802 1100</box>
ad-headline: HOUSES TO LET. <box>715 226 808 262</box>
ad-body: LAND, ESTATE & COMMISSION AGENTS, Pahiatua. 400 ACRES, L.I.P., highly improved, all in grass; hip-top country, carrying now 500 ewes, 300 lambs, 300 hoggets, besides cattle and horses. Carried last summer 1100 sheep. Good metal road. New house, woolshed, 3 sets yards, etc. PRICE £2 5s. First man to inspect will purchase. Terms arranged. 250 ACRES L.I.P., all in grass, well divided. Good 8-room house, woolshed, yards, a very nice property. Rent £12 per annum. Guaranteed to winter 2 sheep per acre. PRICE £7 10s; only £600 cash required. 2347 ACRES, good two sheep country, up-to-date residence; 22 acres in crop; 1 mile from school and P.O., and 6 miles from town. Freehold £3 10s. 986 ACRES, one of the best properties in the Pahiatua district; 3 miles from Mangamaire; 430 acres in grass; excellent carrying capacity; £4 per acre. 900 ACRES, 600 in grass, 50 acres bush. Price only £1 10s per acre. 835 ACRES, all in grass; up to date house, woolshed, yards, etc. Winters 1000 ewes and 450 hoggets, and 70 head cattle. Good roads. Price £8 13s. <box>560 537 690 784</box>
ad-headline: DAIRY FARM AS GOING CONCERN. <box>562 794 688 820</box>
ad-body: 102 ACRES FREEHOLD, 80 acres flat and ploughable, balance nice easy low hills. Splendidly watered, divided into 7 paddocks; good cropping land, convenient to factory and school. BUILDINGS. — Good 5-roomed house, woolshed, cowshed, concrete floor, loose boxes and hay loft. Price £21 10s per acre, good terms. Full particulars as to terms will be supplied on application. This property is close to factory and school. <box>696 1136 827 1235</box>
ad-headline: LEWIS & CO., <box>299 569 406 587</box>
ad-subheading: 24th NOVEMBER, 1911. <box>39 82 121 91</box>
column-heading: LANDS FOR SALE. <box>424 38 553 50</box>
advertisement <box>833 530 962 553</box>
column-heading: AUCTIONEERS' NOTICES. <box>15 38 144 50</box>
